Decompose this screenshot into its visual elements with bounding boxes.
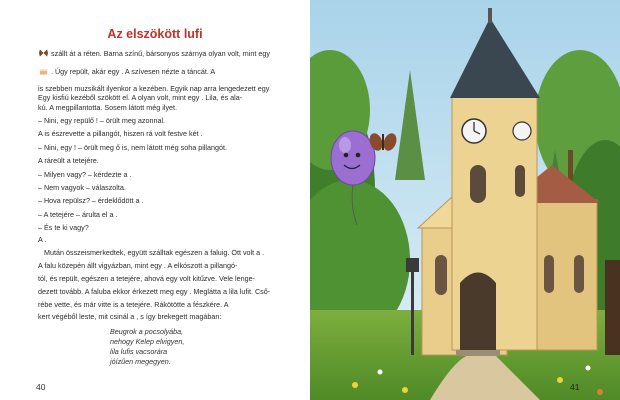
text-line-12: – Hova repülsz? – érdeklődött a . (38, 196, 144, 205)
text-line-4: Egy kisfiú kezéből szökött el. A olyan volt, mint egy . Lila, és ala- (38, 93, 243, 102)
verse-line-4: jóízűen megegyen. (110, 357, 171, 366)
text-line-13: – A tetejére – árulta el a . (38, 210, 118, 219)
text-line-7: A is észrevette a pillangót, hiszen rá volt festve két . (38, 129, 203, 138)
story-title: Az elszökött lufi (107, 27, 203, 41)
text-line-17: A falu közepén állt vigyázban, mint egy . A elkószott a pillangó- (38, 261, 238, 270)
text-line-15: A . (38, 235, 47, 244)
page-number-right: 41 (570, 382, 580, 392)
text-line-19: dezett tovább. A faluba ekkor érkezett meg egy . Meglátta a lila lufit. Cső- (38, 287, 271, 296)
text-line-1: szállt át a réten. Barna színű, bársonyos szárnya olyan volt, mint egy (38, 49, 270, 58)
text-line-10: – Milyen vagy? – kérdezte a . (38, 170, 132, 179)
text-line-11: – Nem vagyok – válaszolta. (38, 183, 126, 192)
cake-icon (39, 67, 48, 75)
page-number-left: 40 (36, 382, 46, 392)
text-line-2: . Úgy repült, akár egy . A szívesen nézte a táncát. A (38, 67, 215, 76)
text-line-6: – Nini, egy repülő ! – örült meg azonnal. (38, 116, 166, 125)
text-line-8: – Nini, egy ! – örült meg ő is, nem látott még soha pillangót. (38, 143, 227, 152)
text-line-3: is szebben muzsikált ilyenkor a kezében. Egyik nap arra lengedezett egy (38, 84, 270, 93)
text-line-14: – És te ki vagy? (38, 223, 89, 232)
tree-trunk (605, 260, 620, 355)
verse-line-3: lila lufis vacsorára (110, 347, 168, 356)
text-line-9: A ráreült a tetejére. (38, 156, 99, 165)
verse-line-2: nehogy Kelep elvigyen, (110, 337, 185, 346)
text-line-5: kú. A megpillantotta. Sosem látott még ilyet. (38, 103, 178, 112)
text-line-18: tól, és repült, egészen a tetejére, ahová egy volt kitűzve. Vele lenge- (38, 274, 255, 283)
butterfly-icon (39, 49, 48, 57)
text-line-21: kert végéből leste, mit csinál a , s így brekegett magában: (38, 312, 222, 321)
text-line-20: rébe vette, és már vitte is a tetejére. Rákötötte a fészkére. A (38, 300, 229, 309)
text-line-16: Mután összeismerkedtek, együtt szálltak egészen a faluig. Ott volt a . (44, 248, 265, 257)
chapel-illustration (310, 0, 620, 400)
right-page-illustration (310, 0, 620, 400)
verse-line-1: Beugrok a pocsolyába, (110, 327, 184, 336)
